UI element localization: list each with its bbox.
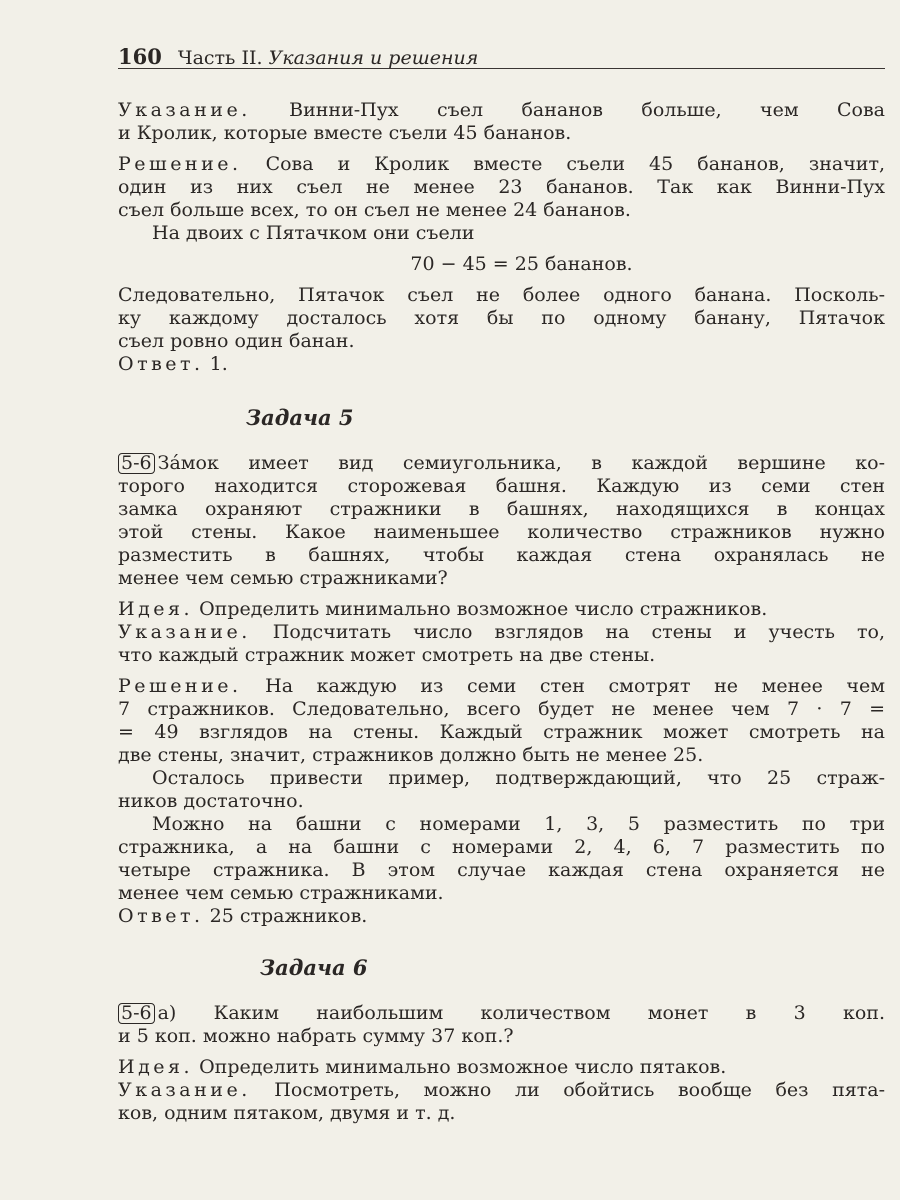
text-line: замка охраняют стражники в башнях, находящихся в концах	[118, 498, 885, 520]
text-line: Винни-Пух съел бананов больше, чем Сова	[250, 99, 885, 121]
task-6-statement	[118, 1002, 885, 1048]
text-line: Сова и Кролик вместе съели 45 бананов, значит,	[241, 153, 885, 175]
task-5-statement	[118, 452, 885, 590]
text-line: Следовательно, Пятачок съел не более одного банана. Посколь-	[118, 284, 885, 306]
text-line: ку каждому досталось хотя бы по одному банану, Пятачок	[118, 307, 885, 329]
part-label: Часть II.	[177, 47, 263, 69]
section-title: Указания и решения	[268, 47, 479, 69]
text-line: Определить минимально возможное число пятаков.	[193, 1056, 727, 1078]
text-line: съел ровно один банан.	[118, 330, 355, 352]
text-line: Посмотреть, можно ли обойтись вообще без пята-	[250, 1079, 885, 1101]
text-line: ников достаточно.	[118, 790, 304, 812]
text-line: Осталось привести пример, подтверждающий, что 25 страж-	[152, 767, 885, 789]
text-line: Зáмок имеет вид семиугольника, в каждой вершине ко-	[157, 452, 885, 474]
task-6-heading: Задача 6	[260, 955, 368, 980]
text-line: две стены, значит, стражников должно быть не менее 25.	[118, 744, 704, 766]
text-line: один из них съел не менее 23 бананов. Так как Винни-Пух	[118, 176, 885, 198]
formula: 70 − 45 = 25 бананов.	[410, 253, 633, 275]
text-line: Можно на башни с номерами 1, 3, 5 разместить по три	[152, 813, 885, 835]
idea-label: Идея.	[118, 598, 194, 620]
answer-text: 1.	[203, 353, 228, 375]
text-line: ков, одним пятаком, двумя и т. д.	[118, 1102, 456, 1124]
text-line: На каждую из семи стен смотрят не менее чем	[241, 675, 885, 697]
text-line: и 5 коп. можно набрать сумму 37 коп.?	[118, 1025, 514, 1047]
task-5-heading: Задача 5	[246, 405, 354, 430]
hint-paragraph	[118, 99, 885, 145]
solution-paragraph	[118, 675, 885, 928]
grade-badge: 5-6	[118, 1003, 155, 1024]
text-line: менее чем семью стражниками?	[118, 567, 448, 589]
solution-label: Решение.	[118, 675, 242, 697]
text-line: стражника, а на башни с номерами 2, 4, 6, 7 разместить по	[118, 836, 885, 858]
text-line: менее чем семью стражниками.	[118, 882, 444, 904]
hint-label: Указание.	[118, 1079, 251, 1101]
grade-badge: 5-6	[118, 453, 155, 474]
page-number: 160	[118, 44, 162, 69]
text-line: разместить в башнях, чтобы каждая стена охранялась не	[118, 544, 885, 566]
idea-label: Идея.	[118, 1056, 194, 1078]
text-line: этой стены. Какое наименьшее количество стражников нужно	[118, 521, 885, 543]
hint-label: Указание.	[118, 621, 251, 643]
text-line: четыре стражника. В этом случае каждая стена охраняется не	[118, 859, 885, 881]
text-line: Подсчитать число взглядов на стены и учесть то,	[250, 621, 885, 643]
solution-label: Решение.	[118, 153, 242, 175]
text-line: = 49 взглядов на стены. Каждый стражник может смотреть на	[118, 721, 885, 743]
text-line: На двоих с Пятачком они съели	[152, 222, 475, 244]
answer-text: 25 стражников.	[203, 905, 368, 927]
solution-paragraph	[118, 153, 885, 245]
running-header	[118, 44, 885, 69]
text-line: съел больше всех, то он съел не менее 24 бананов.	[118, 199, 631, 221]
text-line: Определить минимально возможное число стражников.	[193, 598, 768, 620]
text-line: а) Каким наибольшим количеством монет в 3 коп.	[157, 1002, 885, 1024]
answer-label: Ответ.	[118, 905, 204, 927]
text-line: что каждый стражник может смотреть на две стены.	[118, 644, 656, 666]
text-line: и Кролик, которые вместе съели 45 бананов.	[118, 122, 572, 144]
idea-hint-block	[118, 1056, 885, 1125]
conclusion-paragraph	[118, 284, 885, 376]
hint-label: Указание.	[118, 99, 251, 121]
idea-hint-block	[118, 598, 885, 667]
answer-label: Ответ.	[118, 353, 204, 375]
text-line: 7 стражников. Следовательно, всего будет не менее чем 7 · 7 =	[118, 698, 885, 720]
text-line: торого находится сторожевая башня. Каждую из семи стен	[118, 475, 885, 497]
page-body	[118, 99, 885, 1133]
